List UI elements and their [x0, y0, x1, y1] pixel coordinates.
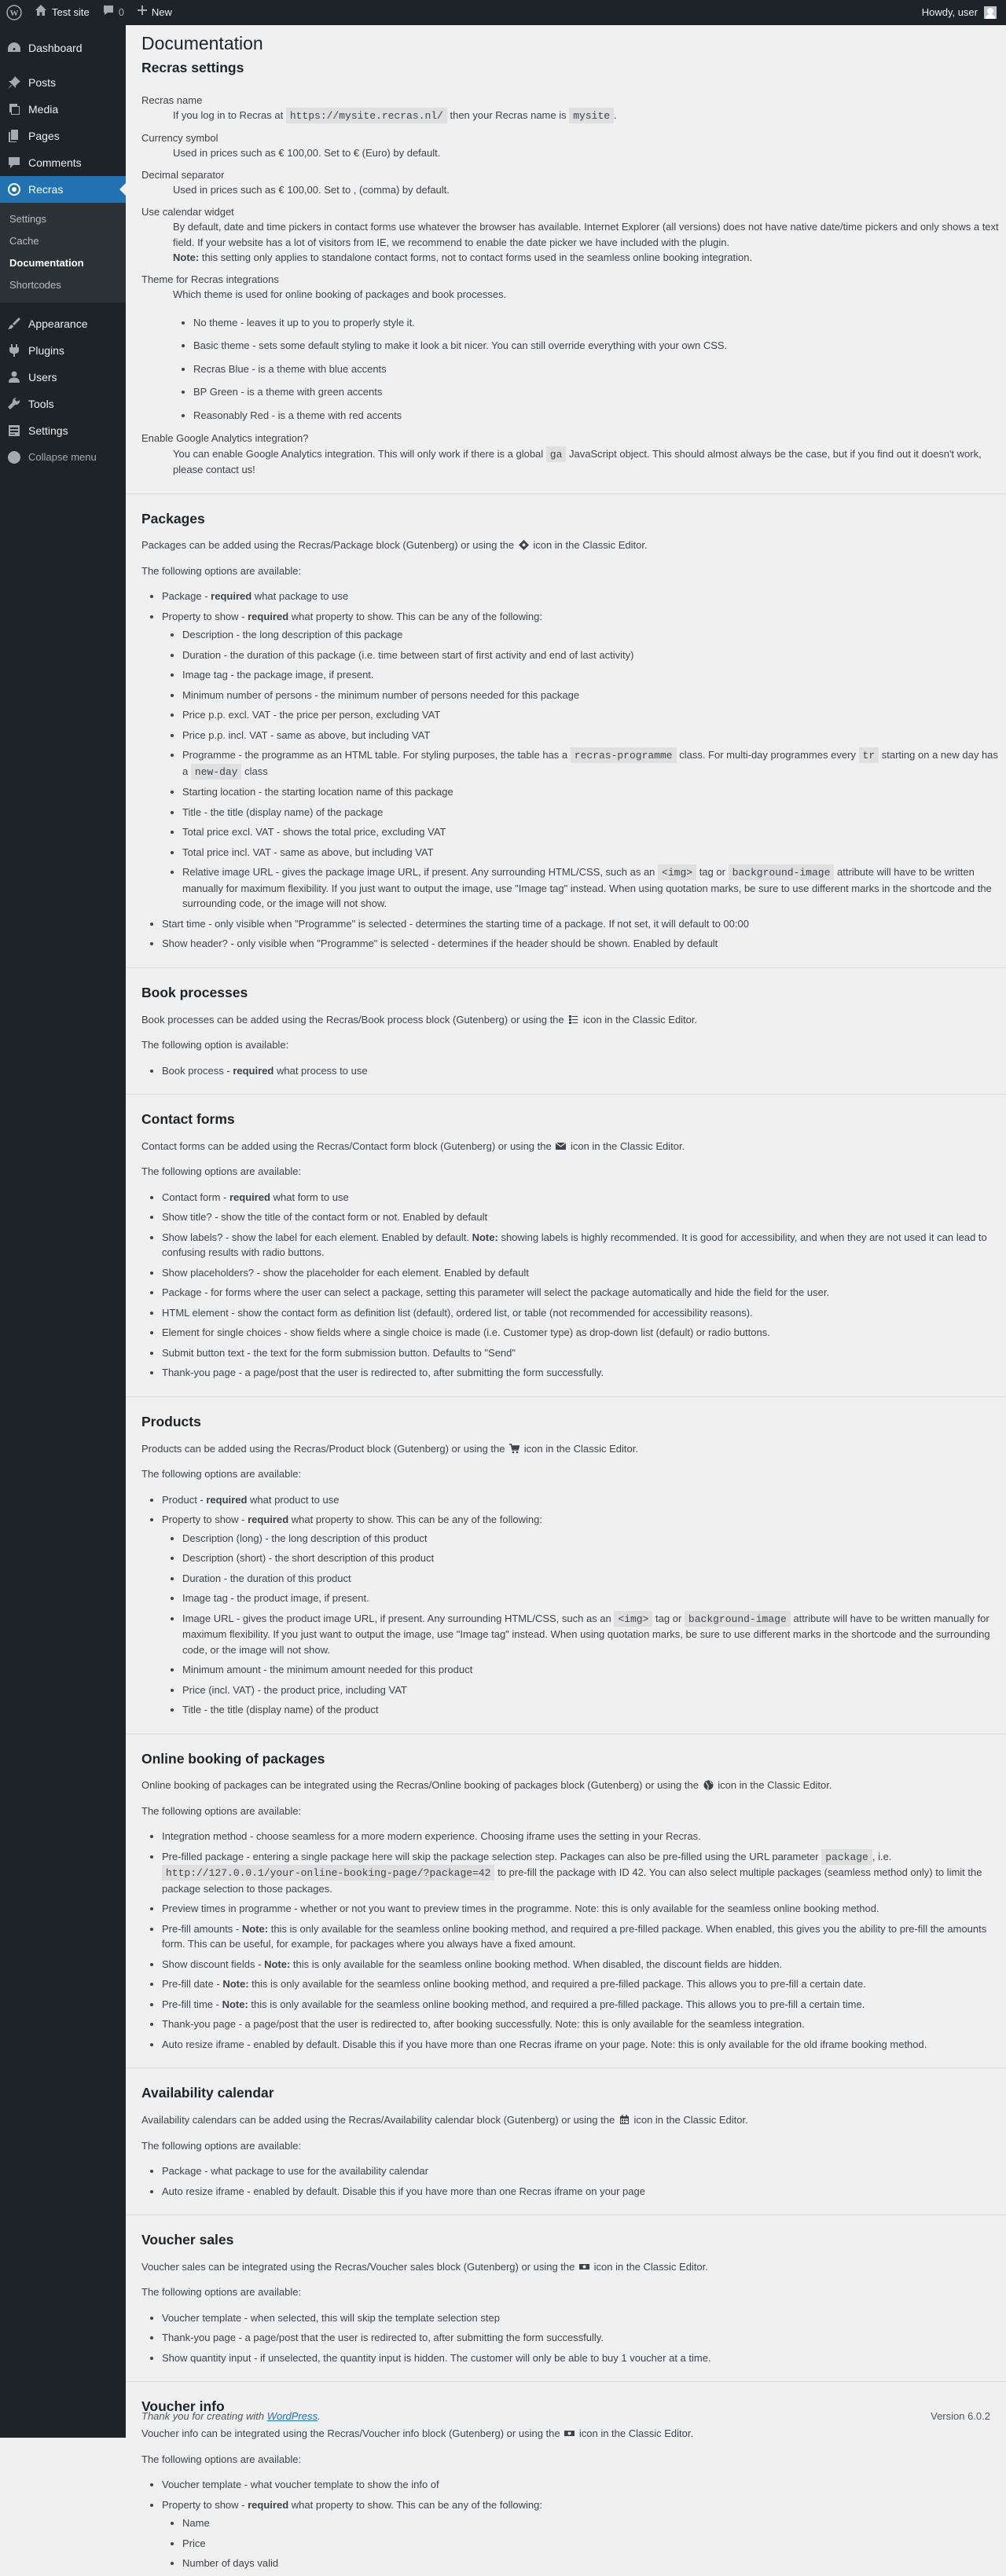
- section-intro: Voucher info can be integrated using the Recras/Voucher info block (Gutenberg) or using the icon in the Classic Editor.: [141, 2427, 694, 2440]
- page-title: Documentation: [141, 33, 263, 53]
- section-intro: Packages can be added using the Recras/Package block (Gutenberg) or using the icon in the Classic Editor.: [141, 539, 648, 552]
- svg-text:W: W: [9, 9, 19, 18]
- comments-icon: [6, 155, 22, 171]
- home-icon: [35, 4, 47, 21]
- list-item: • Package - for forms where the user can select a package, setting this parameter will select the package automatically and hide the field for the user.: [162, 1285, 1006, 1301]
- footer-thanks: Thank you for creating with WordPress.: [141, 2410, 321, 2422]
- voucher-icon: [579, 2261, 589, 2271]
- section-heading: Packages: [141, 510, 205, 527]
- list-item: • Book process - required what process to use: [162, 1063, 1006, 1079]
- list-item: • Price p.p. incl. VAT - same as above, but including VAT: [182, 728, 1006, 743]
- admin-footer: [141, 2409, 990, 2424]
- list-item: • Property to show - required what property to show. This can be any of the following: • Name • Price • Number of days valid: [162, 2497, 1006, 2571]
- list-item: • Total price excl. VAT - shows the total price, excluding VAT: [182, 824, 1006, 840]
- submenu-settings[interactable]: Settings: [9, 213, 46, 225]
- pushpin-icon: [6, 75, 22, 90]
- options-intro: The following options are available:: [141, 2286, 302, 2299]
- section-intro: Voucher sales can be integrated using the Recras/Voucher sales block (Gutenberg) or using the icon in the Classic Editor.: [141, 2260, 708, 2273]
- list-item: • Show title? - show the title of the contact form or not. Enabled by default: [162, 1209, 1006, 1225]
- divider: [126, 1094, 1006, 1095]
- list-item: • Property to show - required what property to show. This can be any of the following: • Description - the long description of this package • Duration - the duration of this package (i.e. time between start of first activity and end of last activity) • Image tag - the package image, if present. • Minimum number of persons - the minimum number of persons needed for this package • Price p.p. excl. VAT - the price per person, excluding VAT • Price p.p. incl. VAT - same as above, but including VAT • Programme - the programme as an HTML table. For styling purposes, the table has a recras-programme class. For multi-day programmes every tr starting on a new day has a new-day class • Starting location - the starting location name of this package • Title - the title (display name) of the package • Total price excl. VAT - shows the total price, excluding VAT • Total price incl. VAT - same as above, but including VAT • Relative image URL - gives the package image URL, if present. Any surrounding HTML/CSS, such as an <img> tag or background-image attribute will have to be written manually for maximum flexibility. If you just want to output the image, use "Image tag" instead. When using quotation marks, be sure to use different marks in the shortcode and the surrounding code, or the image will not show.: [162, 609, 1006, 912]
- section-products: [141, 1413, 1006, 1718]
- menu-comments[interactable]: Comments: [0, 149, 126, 176]
- menu-recras[interactable]: Recras: [0, 176, 126, 203]
- media-icon: [6, 101, 22, 117]
- wordpress-link[interactable]: WordPress: [266, 2410, 318, 2422]
- list-item: • Number of days valid: [182, 2556, 1006, 2571]
- envelope-icon: [556, 1140, 566, 1150]
- list-item: • Element for single choices - show fields where a single choice is made (i.e. Customer type) as drop-down list (default) or radio buttons.: [162, 1325, 1006, 1341]
- list-item: • Contact form - required what form to use: [162, 1190, 1006, 1205]
- options-intro: The following options are available:: [141, 2139, 302, 2152]
- list-item: • HTML element - show the contact form as definition list (default), ordered list, or table (not recommended for accessibility reasons).: [162, 1305, 1006, 1321]
- collapse-icon: [6, 450, 22, 465]
- footer-version: Version 6.0.2: [931, 2410, 990, 2422]
- submenu-cache[interactable]: Cache: [9, 235, 39, 247]
- cart-icon: [509, 1443, 520, 1453]
- setting-desc: You can enable Google Analytics integration. This will only work if there is a global ga JavaScript object. This should almost always be the case, but if you find out it doesn't work, please contact us!: [173, 447, 982, 476]
- list-item: • Basic theme - sets some default styling to make it look a bit nicer. You can still override everything with your own CSS.: [193, 338, 1006, 354]
- list-item: • Voucher template - when selected, this will skip the template selection step: [162, 2310, 1006, 2326]
- options-intro: The following option is available:: [141, 1039, 289, 1051]
- list-item: • Auto resize iframe - enabled by default. Disable this if you have more than one Recras iframe on your page. Note: this is only available for the old iframe booking method.: [162, 2037, 1006, 2053]
- list-item: • Submit button text - the text for the form submission button. Defaults to "Send": [162, 1345, 1006, 1361]
- menu-posts[interactable]: Posts: [0, 69, 126, 96]
- wrench-icon: [6, 396, 22, 412]
- list-item: • BP Green - is a theme with green accents: [193, 384, 1006, 400]
- setting-term: Theme for Recras integrations: [141, 273, 279, 285]
- list-item: • Description (short) - the short description of this product: [182, 1550, 1006, 1566]
- list-item: • Package - what package to use for the availability calendar: [162, 2163, 1006, 2179]
- collapse-menu-button[interactable]: Collapse menu: [0, 444, 126, 471]
- section-online-booking: [141, 1750, 1006, 2053]
- list-item: • Start time - only visible when "Programme" is selected - determines the starting time of a package. If not set, it will default to 00:00: [162, 916, 1006, 932]
- section-intro: Contact forms can be added using the Recras/Contact form block (Gutenberg) or using the icon in the Classic Editor.: [141, 1139, 685, 1152]
- list-item: • Reasonably Red - is a theme with red accents: [193, 408, 1006, 424]
- menu-tools[interactable]: Tools: [0, 391, 126, 417]
- list-item: • Price p.p. excl. VAT - the price per person, excluding VAT: [182, 707, 1006, 723]
- list-item: • Show header? - only visible when "Programme" is selected - determines if the header should be shown. Enabled by default: [162, 936, 1006, 952]
- options-intro: The following options are available:: [141, 2453, 302, 2465]
- settings-icon: [6, 423, 22, 439]
- list-item: • Title - the title (display name) of the package: [182, 805, 1006, 820]
- list-item: • Pre-fill time - Note: this is only available for the seamless online booking method, and required a pre-filled package. This allows you to pre-fill a certain time.: [162, 1997, 1006, 2013]
- section-heading: Book processes: [141, 984, 248, 1000]
- admin-menu: [0, 25, 126, 2438]
- section-heading: Recras settings: [141, 59, 244, 75]
- plus-icon: [137, 5, 148, 20]
- setting-desc: Which theme is used for online booking of packages and book processes. • No theme - leaves it up to you to properly style it. • Basic theme - sets some default styling to make it look a bit nicer. You can still override everything with your own CSS. • Recras Blue - is a theme with blue accents • BP Green - is a theme with green accents • Reasonably Red - is a theme with red accents: [173, 287, 1006, 423]
- list-item: • Package - required what package to use: [162, 589, 1006, 604]
- site-link[interactable]: Test site: [28, 0, 96, 25]
- divider: [126, 967, 1006, 968]
- admin-bar: [0, 0, 1006, 25]
- options-intro: The following options are available:: [141, 1165, 302, 1178]
- section-recras-settings: [141, 59, 1006, 478]
- users-icon: [6, 369, 22, 385]
- comment-icon: [102, 4, 115, 21]
- list-item: • Minimum number of persons - the minimum number of persons needed for this package: [182, 688, 1006, 703]
- list-item: • Price (incl. VAT) - the product price, including VAT: [182, 1682, 1006, 1698]
- paintbrush-icon: [6, 316, 22, 332]
- setting-desc: Used in prices such as € 100,00. Set to € (Euro) by default.: [173, 147, 441, 160]
- section-book-processes: [141, 984, 1006, 1078]
- comments-link[interactable]: 0: [96, 0, 130, 25]
- list-item: • Image tag - the product image, if present.: [182, 1591, 1006, 1606]
- section-intro: Online booking of packages can be integrated using the Recras/Online booking of packages block (Gutenberg) or using the icon in the Classic Editor.: [141, 1779, 832, 1792]
- recras-submenu: [0, 203, 126, 303]
- list-item: • Description (long) - the long description of this product: [182, 1531, 1006, 1547]
- list-item: • Starting location - the starting location name of this package: [182, 784, 1006, 800]
- new-content-link[interactable]: New: [130, 0, 178, 25]
- plugin-icon: [6, 343, 22, 358]
- dashboard-icon: [6, 40, 22, 56]
- list-item: • Integration method - choose seamless for a more modern experience. Choosing iframe uses the setting in your Recras.: [162, 1829, 1006, 1844]
- list-item: • Thank-you page - a page/post that the user is redirected to, after submitting the form successfully.: [162, 1365, 1006, 1381]
- setting-term: Enable Google Analytics integration?: [141, 432, 309, 445]
- list-item: • Show quantity input - if unselected, the quantity input is hidden. The customer will only be able to buy 1 voucher at a time.: [162, 2350, 1006, 2366]
- list-item: • Duration - the duration of this product: [182, 1571, 1006, 1587]
- list-item: • Show placeholders? - show the placeholder for each element. Enabled by default: [162, 1265, 1006, 1281]
- section-packages: [141, 510, 1006, 952]
- submenu-shortcodes[interactable]: Shortcodes: [9, 279, 61, 291]
- section-heading: Contact forms: [141, 1111, 235, 1128]
- recras-logo-icon: [6, 182, 22, 197]
- menu-settings[interactable]: Settings: [0, 417, 126, 444]
- list-item: • Thank-you page - a page/post that the user is redirected to, after submitting the form successfully.: [162, 2330, 1006, 2346]
- list-item: • Pre-filled package - entering a single package here will skip the package selection step. Packages can also be pre-filled using the URL parameter package , i.e. http://127.0.0.1/your-online-booking-page/?package=42 to pre-fill the package with ID 42. You can also select multiple packages (seamless method only) to limit the package selection to those packages.: [162, 1849, 1006, 1897]
- section-heading: Voucher sales: [141, 2232, 234, 2248]
- divider: [126, 2381, 1006, 2382]
- setting-desc: If you log in to Recras at https://mysite.recras.nl/ then your Recras name is mysite .: [173, 109, 617, 123]
- divider: [126, 1396, 1006, 1397]
- section-availability-calendar: [141, 2084, 1006, 2199]
- package-icon: [519, 539, 529, 549]
- avatar: [984, 6, 997, 19]
- list-item: • Programme - the programme as an HTML table. For styling purposes, the table has a recras-programme class. For multi-day programmes every tr starting on a new day has a new-day class: [182, 747, 1006, 780]
- section-heading: Online booking of packages: [141, 1750, 325, 1767]
- section-intro: Availability calendars can be added using the Recras/Availability calendar block (Gutenberg) or using the icon in the Classic Editor.: [141, 2114, 748, 2126]
- list-item: • Thank-you page - a page/post that the user is redirected to, after booking successfully. Note: this is only available for the seamless integration.: [162, 2016, 1006, 2032]
- list-item: • Relative image URL - gives the package image URL, if present. Any surrounding HTML/CSS, such as an <img> tag or background-image attribute will have to be written manually for maximum flexibility. If you just want to output the image, use "Image tag" instead. When using quotation marks, be sure to use different marks in the shortcode and the surrounding code, or the image will not show.: [182, 864, 1006, 912]
- list-item: • Pre-fill date - Note: this is only available for the seamless online booking method, and required a pre-filled package. This allows you to pre-fill a certain date.: [162, 1976, 1006, 1992]
- voucher-icon: [564, 2427, 575, 2438]
- main-content: [141, 25, 1006, 2576]
- list-item: • Property to show - required what property to show. This can be any of the following: • Description (long) - the long description of this product • Description (short) - the short description of this product • Duration - the duration of this product • Image tag - the product image, if present. • Image URL - gives the product image URL, if present. Any surrounding HTML/CSS, such as an <img> tag or background-image attribute will have to be written manually for maximum flexibility. If you just want to output the image, use "Image tag" instead. When using quotation marks, be sure to use different marks in the shortcode and the surrounding code, or the image will not show. • Minimum amount - the minimum amount needed for this product • Price (incl. VAT) - the product price, including VAT • Title - the title (display name) of the product: [162, 1512, 1006, 1718]
- list-item: • Image URL - gives the product image URL, if present. Any surrounding HTML/CSS, such as an <img> tag or background-image attribute will have to be written manually for maximum flexibility. If you just want to output the image, use "Image tag" instead. When using quotation marks, be sure to use different marks in the shortcode and the surrounding code, or the image will not show.: [182, 1611, 1006, 1658]
- menu-media[interactable]: Media: [0, 96, 126, 123]
- setting-desc: By default, date and time pickers in contact forms use whatever the browser has available. Internet Explorer (all versions) does not have native date/time pickers and only shows a text field. If your website has a lot of visitors from IE, we recommend to enable the date picker we have included with the plugin. Note: this setting only applies to standalone contact forms, not to contact forms used in the seamless online booking integration.: [173, 221, 999, 264]
- list-item: • No theme - leaves it up to you to properly style it.: [193, 315, 1006, 331]
- list-item: • Total price incl. VAT - same as above, but including VAT: [182, 845, 1006, 861]
- section-contact-forms: [141, 1110, 1006, 1381]
- list-item: • Auto resize iframe - enabled by default. Disable this if you have more than one Recras iframe on your page: [162, 2184, 1006, 2200]
- menu-users[interactable]: Users: [0, 364, 126, 391]
- section-heading: Voucher info: [141, 2398, 225, 2415]
- list-item: • Show labels? - show the label for each element. Enabled by default. Note: showing labels is highly recommended. It is good for accessibility, and when they are not used it can lead to confusing results with radio buttons.: [162, 1230, 1006, 1260]
- menu-pages[interactable]: Pages: [0, 123, 126, 149]
- options-intro: The following options are available:: [141, 1468, 302, 1481]
- list-item: • Description - the long description of this package: [182, 627, 1006, 643]
- list-item: • Voucher template - what voucher template to show the info of: [162, 2477, 1006, 2493]
- setting-term: Currency symbol: [141, 131, 218, 144]
- setting-term: Recras name: [141, 94, 203, 106]
- section-heading: Availability calendar: [141, 2085, 274, 2101]
- pages-icon: [6, 128, 22, 144]
- menu-appearance[interactable]: Appearance: [0, 310, 126, 337]
- list-item: • Recras Blue - is a theme with blue accents: [193, 361, 1006, 377]
- section-voucher-sales: [141, 2231, 1006, 2365]
- list-item: • Title - the title (display name) of the product: [182, 1702, 1006, 1718]
- calendar-icon: [619, 2114, 630, 2124]
- list-item: • Preview times in programme - whether or not you want to preview times in the programme. Note: this is only available for the seamless online booking method.: [162, 1901, 1006, 1917]
- wordpress-logo-icon[interactable]: [0, 0, 28, 25]
- menu-plugins[interactable]: Plugins: [0, 337, 126, 364]
- menu-dashboard[interactable]: Dashboard: [0, 35, 126, 61]
- list-item: • Duration - the duration of this package (i.e. time between start of first activity and end of last activity): [182, 648, 1006, 663]
- list-item: • Name: [182, 2515, 1006, 2531]
- user-menu[interactable]: Howdy, user: [916, 0, 1006, 25]
- list-item: • Price: [182, 2536, 1006, 2552]
- options-intro: The following options are available:: [141, 564, 302, 577]
- setting-term: Use calendar widget: [141, 205, 234, 218]
- book-process-icon: [568, 1014, 578, 1024]
- list-item: • Image tag - the package image, if present.: [182, 667, 1006, 683]
- setting-desc: Used in prices such as € 100,00. Set to , (comma) by default.: [173, 184, 450, 196]
- list-item: • Show discount fields - Note: this is only available for the seamless online booking method. When disabled, the discount fields are hidden.: [162, 1957, 1006, 1972]
- options-intro: The following options are available:: [141, 1804, 302, 1817]
- section-intro: Book processes can be added using the Recras/Book process block (Gutenberg) or using the icon in the Classic Editor.: [141, 1013, 698, 1026]
- setting-term: Decimal separator: [141, 168, 225, 181]
- globe-icon: [703, 1779, 714, 1789]
- submenu-documentation[interactable]: Documentation: [9, 257, 84, 269]
- list-item: • Pre-fill amounts - Note: this is only available for the seamless online booking method, and required a pre-filled package. When enabled, this gives you the ability to pre-fill the amounts form. This can be useful, for example, for packages where you always have a fixed amount.: [162, 1921, 1006, 1952]
- section-intro: Products can be added using the Recras/Product block (Gutenberg) or using the icon in the Classic Editor.: [141, 1442, 638, 1455]
- list-item: • Minimum amount - the minimum amount needed for this product: [182, 1662, 1006, 1678]
- list-item: • Product - required what product to use: [162, 1492, 1006, 1508]
- section-heading: Products: [141, 1413, 201, 1429]
